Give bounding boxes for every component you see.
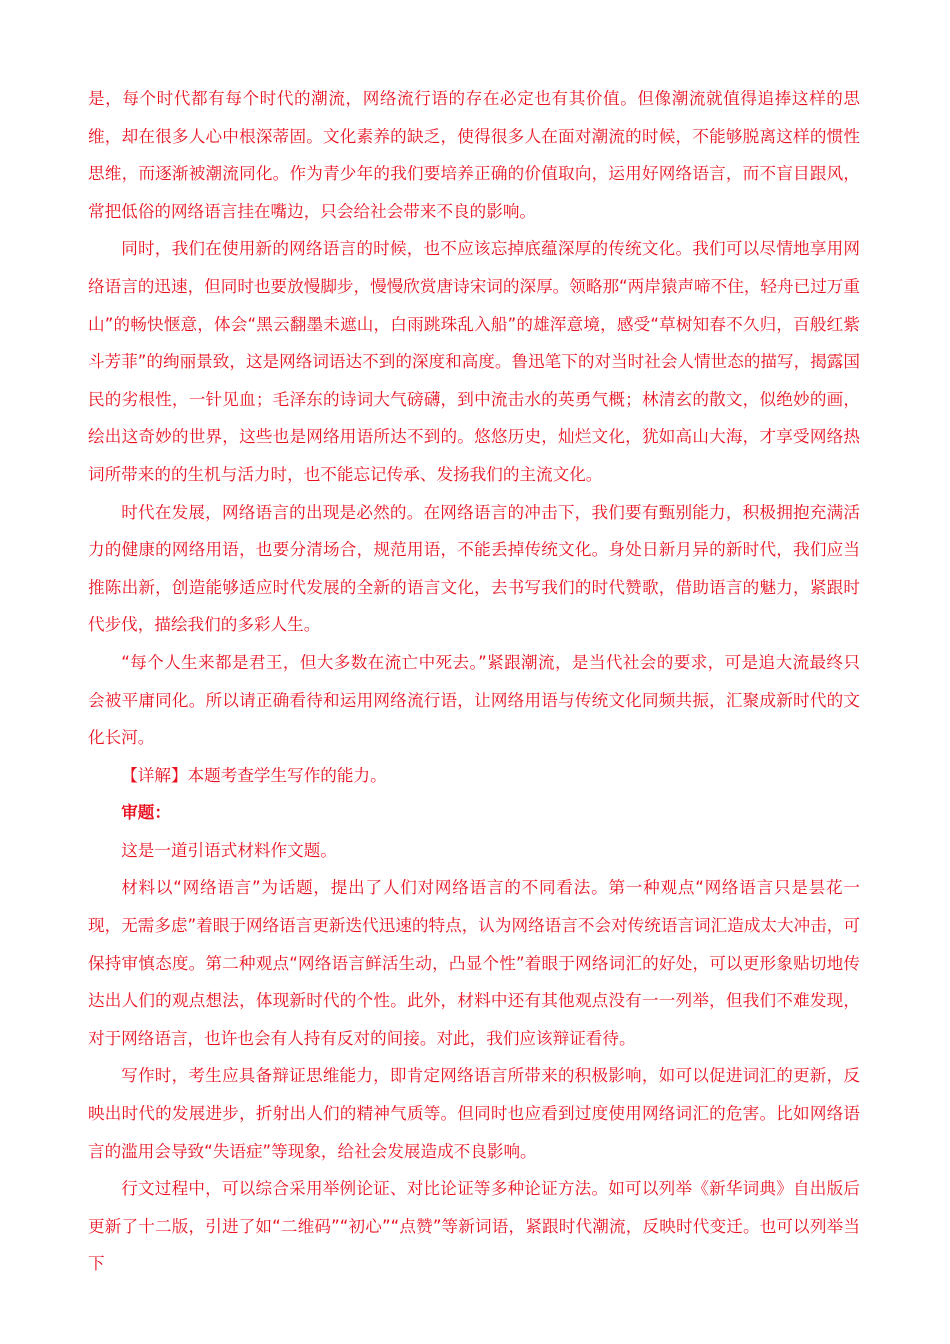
paragraph-7: 这是一道引语式材料作文题。 — [121, 840, 337, 860]
paragraph-8: 材料以“网络语言”为话题，提出了人们对网络语言的不同看法。第一种观点“网络语言只是昙花一现，无需多虑”着眼于网络语言更新迭代迅速的特点，认为网络语言不会对传统语言词汇造成太大冲击，可保持审慎态度。第二种观点“网络语言鲜活生动，凸显个性”着眼于网络词汇的好处，可以更形象贴切地传达出人们的观点想法，体现新时代的个性。此外，材料中还有其他观点没有一一列举，但我们不难发现，对于网络语言，也许也会有人持有反对的间接。对此，我们应该辩证看待。 — [88, 878, 860, 1048]
paragraph-2: 同时，我们在使用新的网络语言的时候，也不应该忘掉底蕴深厚的传统文化。我们可以尽情地享用网络语言的迅速，但同时也要放慢脚步，慢慢欣赏唐诗宋词的深厚。领略那“两岸猿声啼不住，轻舟已过万重山”的畅快惬意，体会“黑云翻墨未遮山，白雨跳珠乱入船”的雄浑意境，感受“草树知春不久归，百般红紫斗芳菲”的绚丽景致，这是网络词语达不到的深度和高度。鲁迅笔下的对当时社会人情世态的描写，揭露国民的劣根性，一针见血；毛泽东的诗词大气磅礴，到中流击水的英勇气概；林清玄的散文，似绝妙的画，绘出这奇妙的世界，这些也是网络用语所达不到的。悠悠历史，灿烂文化，犹如高山大海，才享受网络热词所带来的的生机与活力时，也不能忘记传承、发扬我们的主流文化。 — [88, 239, 860, 484]
paragraph-9: 写作时，考生应具备辩证思维能力，即肯定网络语言所带来的积极影响，如可以促进词汇的更新，反映出时代的发展进步，折射出人们的精神气质等。但同时也应看到过度使用网络词汇的危害。比如网络语言的滥用会导致“失语症”等现象，给社会发展造成不良影响。 — [88, 1066, 860, 1161]
explanation-text: 本题考查学生写作的能力。 — [187, 765, 387, 785]
paragraph-1: 是，每个时代都有每个时代的潮流，网络流行语的存在必定也有其价值。但像潮流就值得追捧这样的思维，却在很多人心中根深蒂固。文化素养的缺乏，使得很多人在面对潮流的时候，不能够脱离这样的惯性思维，而逐渐被潮流同化。作为青少年的我们要培养正确的价值取向，运用好网络语言，而不盲目跟风，常把低俗的网络语言挂在嘴边，只会给社会带来不良的影响。 — [88, 89, 860, 221]
paragraph-3: 时代在发展，网络语言的出现是必然的。在网络语言的冲击下，我们要有甄别能力，积极拥抱充满活力的健康的网络用语，也要分清场合，规范用语，不能丢掉传统文化。身处日新月异的新时代，我们应当推陈出新，创造能够适应时代发展的全新的语言文化，去书写我们的时代赞歌，借助语言的魅力，紧跟时代步伐，描绘我们的多彩人生。 — [88, 502, 860, 635]
paragraph-5 — [88, 757, 860, 795]
paragraph-10: 行文过程中，可以综合采用举例论证、对比论证等多种论证方法。如可以列举《新华词典》自出版后更新了十二版，引进了如“二维码”“初心”“点赞”等新词语，紧跟时代潮流，反映时代变迁。也可以列举当下 — [88, 1179, 860, 1274]
explanation-label: 【详解】 — [121, 765, 188, 785]
section-heading-shenti: 审题： — [121, 803, 171, 823]
document-page — [88, 80, 860, 1283]
paragraph-4: “每个人生来都是君王，但大多数在流亡中死去。”紧跟潮流，是当代社会的要求，可是追大流最终只会被平庸同化。所以请正确看待和运用网络流行语，让网络用语与传统文化同频共振，汇聚成新时代的文化长河。 — [88, 652, 860, 748]
